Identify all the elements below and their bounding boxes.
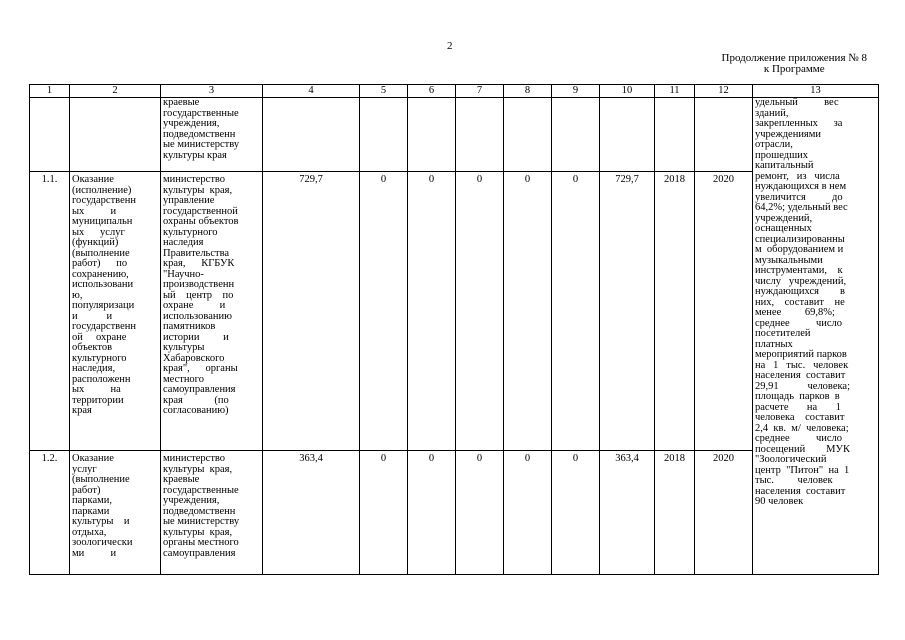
table-cell-executor: краевые государственные учреждения, подведомственн ые министерству культуры края xyxy=(161,98,263,172)
table-cell-value: 363,4 xyxy=(263,451,360,575)
table-cell-indicators: удельный вес зданий, закрепленных за учреждениями отрасли, прошедших капитальный ремонт, из числа нуждающихся в нем увеличится до 64,2%; удельный вес учреждений, оснащенных специализированны м оборудованием и музыкальными инструментами, к числу учреждений, нуждающихся в них, составит не менее 69,8%; среднее число посетителей платных мероприятий парков на 1 тыс. человек населения составит 29,91 человека; площадь парков в расчете на 1 человека составит 2,4 кв. м/ человека; среднее число посещений МУК "Зоологический центр "Питон" на 1 тыс. человек населения составит 90 человек xyxy=(753,98,879,575)
header-row xyxy=(30,85,879,98)
table-cell-year-end: 2020 xyxy=(695,451,753,575)
header-cell: 4 xyxy=(263,85,360,98)
header-cell: 3 xyxy=(161,85,263,98)
header-cell: 9 xyxy=(552,85,600,98)
table-row xyxy=(30,172,879,451)
table-row-continued xyxy=(30,98,879,172)
table-cell xyxy=(30,98,70,172)
table-cell xyxy=(408,98,456,172)
table-cell xyxy=(655,98,695,172)
table-cell-value: 0 xyxy=(408,172,456,451)
program-table xyxy=(29,84,879,575)
header-cell: 7 xyxy=(456,85,504,98)
continuation-line-2: к Программе xyxy=(763,63,825,75)
continuation-header xyxy=(722,53,867,75)
table-cell xyxy=(695,98,753,172)
table-cell-value: 729,7 xyxy=(263,172,360,451)
table-cell-activity: Оказание (исполнение) государственн ых и муниципальн ых услуг (функций) (выполнение работ) по сохранению, использовани ю, популяризаци и и государственн ой охране объектов культурного наследия, расположенн ых на территории края xyxy=(70,172,161,451)
header-cell: 5 xyxy=(360,85,408,98)
table-cell xyxy=(360,98,408,172)
table-cell-value: 0 xyxy=(456,451,504,575)
table-cell-value: 0 xyxy=(504,172,552,451)
table-cell-value: 0 xyxy=(552,451,600,575)
table-cell-value: 0 xyxy=(504,451,552,575)
table-cell-value: 0 xyxy=(360,172,408,451)
table-cell-year-start: 2018 xyxy=(655,172,695,451)
table-cell-value: 0 xyxy=(408,451,456,575)
header-cell: 10 xyxy=(600,85,655,98)
table-cell xyxy=(263,98,360,172)
table-cell xyxy=(600,98,655,172)
header-cell: 8 xyxy=(504,85,552,98)
table-cell-value: 0 xyxy=(456,172,504,451)
table-cell-executor: министерство культуры края, управление государственной охраны объектов культурного наследия Правительства края, КГБУК "Научно- производственн ый центр по охране и использованию памятников истории и культуры Хабаровского края", органы местного самоуправления края (по согласованию) xyxy=(161,172,263,451)
table-cell-number: 1.1. xyxy=(30,172,70,451)
header-cell: 11 xyxy=(655,85,695,98)
page-number: 2 xyxy=(447,40,453,52)
table-row xyxy=(30,451,879,575)
table-cell-year-start: 2018 xyxy=(655,451,695,575)
table-cell-executor: министерство культуры края, краевые государственные учреждения, подведомственн ые министерству культуры края, органы местного самоуправления xyxy=(161,451,263,575)
header-cell: 1 xyxy=(30,85,70,98)
table-cell-value: 0 xyxy=(360,451,408,575)
table-cell-value: 729,7 xyxy=(600,172,655,451)
continuation-line-1: Продолжение приложения № 8 xyxy=(721,52,867,64)
table-cell xyxy=(456,98,504,172)
table-cell xyxy=(70,98,161,172)
table-cell-value: 363,4 xyxy=(600,451,655,575)
table-cell-activity: Оказание услуг (выполнение работ) парками, парками культуры и отдыха, зоологически ми и xyxy=(70,451,161,575)
header-cell: 6 xyxy=(408,85,456,98)
header-cell: 12 xyxy=(695,85,753,98)
table-cell-number: 1.2. xyxy=(30,451,70,575)
table-cell xyxy=(552,98,600,172)
table-cell-value: 0 xyxy=(552,172,600,451)
table-cell xyxy=(504,98,552,172)
table-cell-year-end: 2020 xyxy=(695,172,753,451)
header-cell: 2 xyxy=(70,85,161,98)
header-cell: 13 xyxy=(753,85,879,98)
